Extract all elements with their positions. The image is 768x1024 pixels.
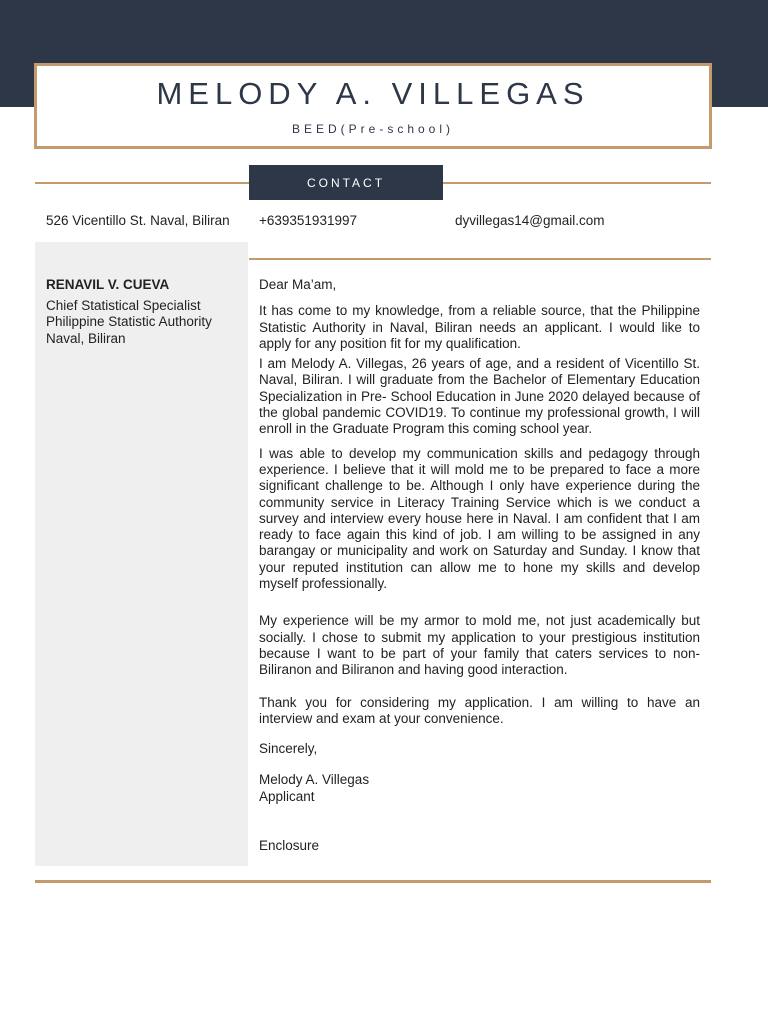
signature-name: Melody A. Villegas — [259, 772, 370, 788]
letter-paragraph: I was able to develop my communication skills and pedagogy through experience. I believe that it will mold me to be prepared to face a more significant challenge to be. Although I only have experience during the community service in Literacy Training Service which is we conduct a survey and interview every house here in Naval. I am confident that I am ready to face again this kind of job. I am willing to be assigned in any barangay or municipality and work on Saturday and Sunday. I know that your reputed institution can allow me to hone my skills and develop myself professionally. — [259, 445, 700, 592]
applicant-name: MELODY A. VILLEGAS — [156, 76, 590, 111]
letter-paragraph: I am Melody A. Villegas, 26 years of age, and a resident of Vicentillo St. Naval, Biliran. I will graduate from the Bachelor of Elementary Education Specialization in Pre- School Education in June 2020 delayed because of the global pandemic COVID19. To continue my professional growth, I will enroll in the Graduate Program this coming school year. — [259, 356, 700, 437]
contact-address: 526 Vicentillo St. Naval, Biliran — [46, 213, 230, 228]
letter-body — [259, 277, 700, 854]
closing: Sincerely, — [259, 741, 318, 757]
enclosure: Enclosure — [259, 838, 320, 854]
contact-rule-left — [35, 182, 249, 184]
recipient-location: Naval, Biliran — [46, 330, 126, 346]
letter-paragraph: Thank you for considering my application. I am willing to have an interview and exam at your convenience. — [259, 694, 700, 726]
signature-role: Applicant — [259, 788, 315, 804]
name-box — [34, 63, 712, 149]
letter-paragraph: My experience will be my armor to mold me, not just academically but socially. I chose to submit my application to your prestigious institution because I want to be part of your family that caters services to non-Biliranon and Biliranon and having good interaction. — [259, 613, 700, 678]
contact-phone: +639351931997 — [259, 213, 357, 228]
recipient-block — [46, 277, 246, 347]
letter-paragraph: It has come to my knowledge, from a reliable source, that the Philippine Statistic Authority in Naval, Biliran needs an applicant. I would like to apply for any position fit for my qualification. — [259, 303, 700, 351]
degree: BEED(Pre-school) — [291, 122, 455, 136]
recipient-organization: Philippine Statistic Authority — [46, 314, 212, 329]
recipient-name: RENAVIL V. CUEVA — [46, 277, 170, 292]
contact-email: dyvillegas14@gmail.com — [455, 213, 605, 228]
letter-top-rule — [249, 258, 711, 260]
contact-rule-right — [443, 182, 711, 184]
salutation: Dear Ma’am, — [259, 277, 337, 292]
recipient-title: Chief Statistical Specialist — [46, 297, 201, 313]
footer-rule — [35, 880, 711, 883]
contact-heading: CONTACT — [249, 165, 443, 200]
